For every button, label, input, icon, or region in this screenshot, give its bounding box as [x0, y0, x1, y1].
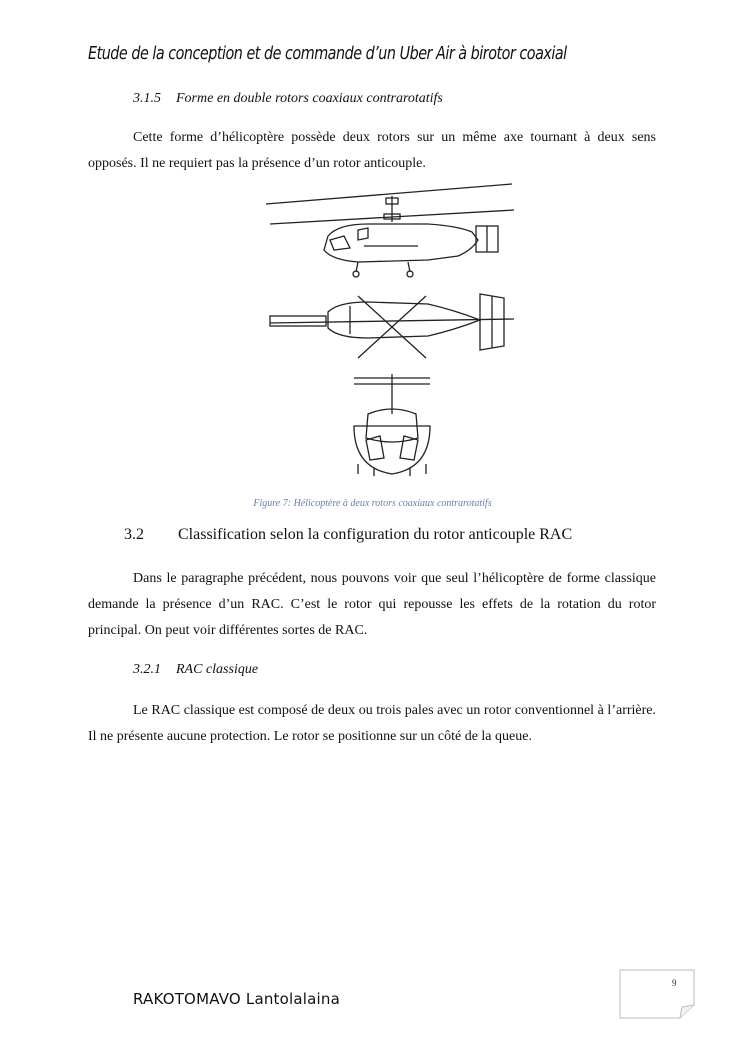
- side-view-drawing: [266, 184, 514, 277]
- page-number-box: [619, 969, 695, 1019]
- top-view-drawing: [270, 294, 514, 358]
- paragraph-rac-intro: [88, 566, 656, 644]
- paragraph-coaxial-description: [88, 125, 656, 177]
- footer-author: RAKOTOMAVO Lantolalaina: [133, 990, 340, 1008]
- section-title: Classification selon la configuration du rotor anticouple RAC: [178, 526, 573, 543]
- section-3-2-1-heading: [133, 662, 258, 678]
- paragraph-text: Dans le paragraphe précédent, nous pouvons voir que seul l’hélicoptère de forme classique demande la présence d’un RAC. C’est le rotor qui repousse les effets de la rotation du rotor principal. On peut voir différentes sortes de RAC.: [88, 571, 656, 638]
- section-title: Forme en double rotors coaxiaux contrarotatifs: [176, 91, 443, 106]
- page-header: Etude de la conception et de commande d’un Uber Air à birotor coaxial: [88, 44, 567, 64]
- section-title: RAC classique: [176, 662, 259, 677]
- figure-caption: Figure 7: Hélicoptère à deux rotors coaxiaux contrarotatifs: [253, 498, 492, 509]
- paragraph-text: Cette forme d’hélicoptère possède deux rotors sur un même axe tournant à deux sens opposés. Il ne requiert pas la présence d’un rotor anticouple.: [88, 130, 656, 171]
- section-number: 3.2: [124, 526, 144, 543]
- page-number: 9: [672, 978, 677, 988]
- section-number: 3.1.5: [133, 91, 161, 106]
- section-number: 3.2.1: [133, 662, 161, 677]
- section-3-1-5-heading: [133, 91, 443, 107]
- paragraph-text: Le RAC classique est composé de deux ou trois pales avec un rotor conventionnel à l’arrière. Il ne présente aucune protection. Le rotor se positionne sur un côté de la queue.: [88, 703, 656, 744]
- front-view-drawing: [354, 374, 430, 476]
- section-3-2-heading: [124, 526, 572, 544]
- paragraph-rac-classique: [88, 698, 656, 750]
- coaxial-helicopter-figure: [258, 178, 524, 480]
